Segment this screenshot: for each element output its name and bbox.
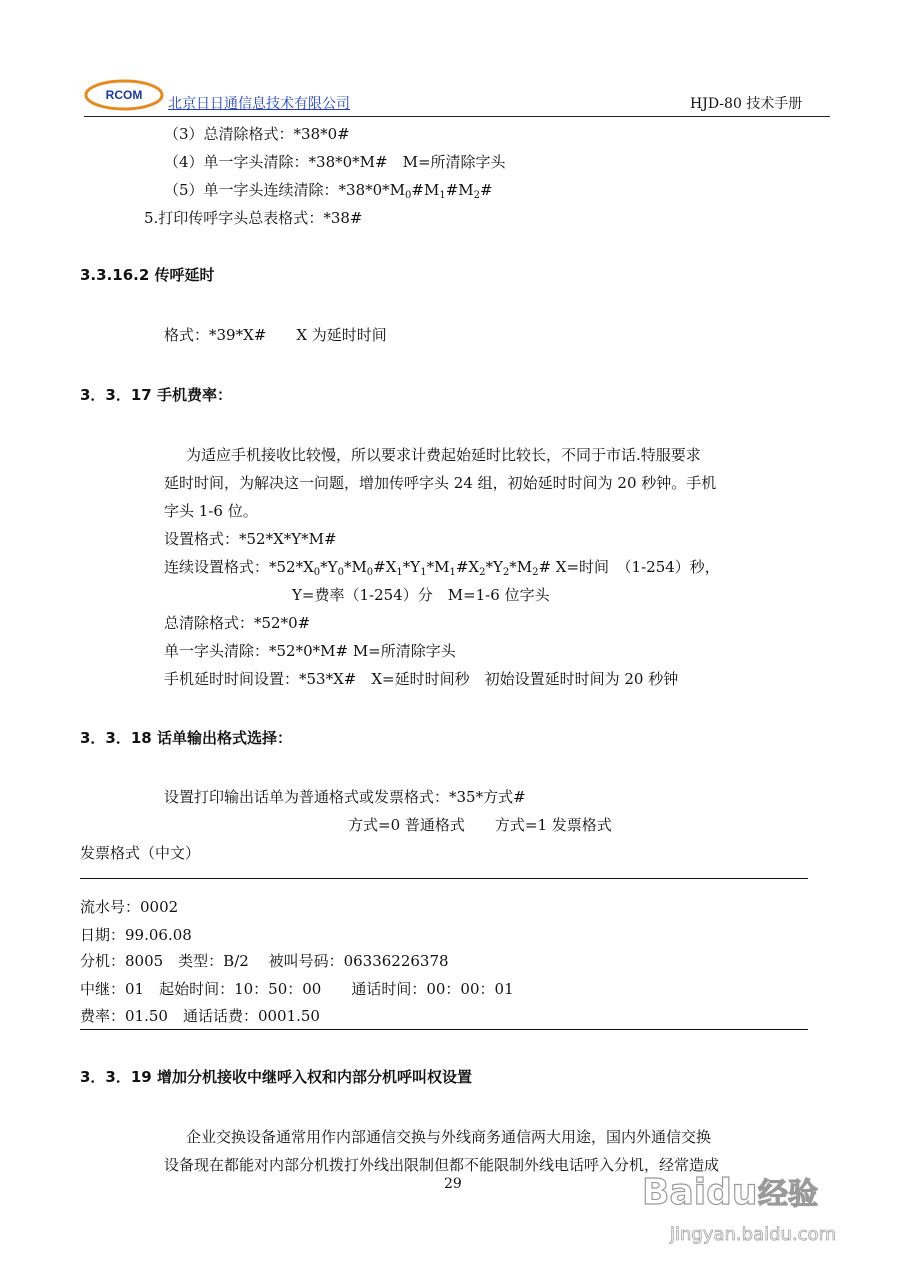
line-bill-set: 设置打印输出话单为普通格式或发票格式：*35*方式# xyxy=(164,788,526,806)
line-delay-format: 格式：*39*X# X 为延时时间 xyxy=(164,326,387,344)
watermark-url: jingyan.baidu.com xyxy=(670,1224,837,1245)
line-total-clear-52: 总清除格式：*52*0# xyxy=(164,614,311,632)
line-single-clear-52: 单一字头清除：*52*0*M# M=所清除字头 xyxy=(164,642,456,660)
heading-paging-delay: 3.3.16.2 传呼延时 xyxy=(80,266,215,284)
invoice-top-rule xyxy=(80,878,808,879)
page-number: 29 xyxy=(444,1176,462,1192)
company-name-link[interactable]: 北京日日通信息技术有限公司 xyxy=(168,96,350,112)
watermark-brand: Baidu xyxy=(642,1172,758,1213)
header-divider xyxy=(84,116,830,117)
line-bill-modes: 方式=0 普通格式 方式=1 发票格式 xyxy=(348,816,612,834)
heading-extension-permission: 3．3．19 增加分机接收中继呼入权和内部分机呼叫权设置 xyxy=(80,1068,472,1086)
paragraph-line-2: 延时时间，为解决这一问题，增加传呼字头 24 组，初始延时时间为 20 秒钟。手机 xyxy=(164,474,717,492)
invoice-rate: 费率：01.50 通话话费：0001.50 xyxy=(80,1007,320,1025)
invoice-extension: 分机：8005 类型：B/2 被叫号码：06336226378 xyxy=(80,952,449,970)
logo-text: RCOM xyxy=(105,88,143,102)
line-print-table: 5.打印传呼字头总表格式：*38# xyxy=(144,209,363,227)
watermark-label: 经验 xyxy=(758,1177,818,1212)
line-set-format: 设置格式：*52*X*Y*M# xyxy=(164,530,337,548)
paragraph-19-line-1: 企业交换设备通常用作内部通信交换与外线商务通信两大用途，国内外通信交换 xyxy=(186,1128,712,1146)
invoice-trunk: 中继：01 起始时间：10：50：00 通话时间：00：00：01 xyxy=(80,980,514,998)
line-single-clear: （4）单一字头清除：*38*0*M# M=所清除字头 xyxy=(164,153,506,171)
invoice-bottom-rule xyxy=(80,1029,808,1030)
line-invoice-format: 发票格式（中文） xyxy=(80,844,201,862)
line-mobile-delay: 手机延时时间设置：*53*X# X=延时时间秒 初始设置延时时间为 20 秒钟 xyxy=(164,670,679,688)
line-continuous-set: 连续设置格式：$*52*X_0*Y_0*M_0\#X_1*Y_1*M_1\#X_2*Y_2*M_2\#$ X=时间 （1-254）秒， xyxy=(164,558,720,578)
paragraph-19-line-2: 设备现在都能对内部分机拨打外线出限制但都不能限制外线电话呼入分机，经常造成 xyxy=(164,1156,720,1174)
heading-bill-output: 3．3．18 话单输出格式选择： xyxy=(80,729,292,747)
line-continuous-set-2: Y=费率（1-254）分 M=1-6 位字头 xyxy=(292,586,550,604)
line-total-clear: （3）总清除格式：*38*0# xyxy=(164,125,350,143)
heading-mobile-rate: 3．3．17 手机费率： xyxy=(80,386,232,404)
baidu-watermark xyxy=(640,1158,840,1258)
paragraph-line-3: 字头 1-6 位。 xyxy=(164,502,258,520)
rcom-logo xyxy=(84,76,166,114)
invoice-serial: 流水号：0002 xyxy=(80,898,179,916)
manual-title: HJD-80 技术手册 xyxy=(690,96,803,112)
invoice-date: 日期：99.06.08 xyxy=(80,926,192,944)
line-continuous-clear: （5）单一字头连续清除：$*38*0*M_0\#M_1\#M_2\#$ xyxy=(164,181,493,201)
paragraph-line-1: 为适应手机接收比较慢，所以要求计费起始延时比较长，不同于市话.特服要求 xyxy=(186,446,701,464)
